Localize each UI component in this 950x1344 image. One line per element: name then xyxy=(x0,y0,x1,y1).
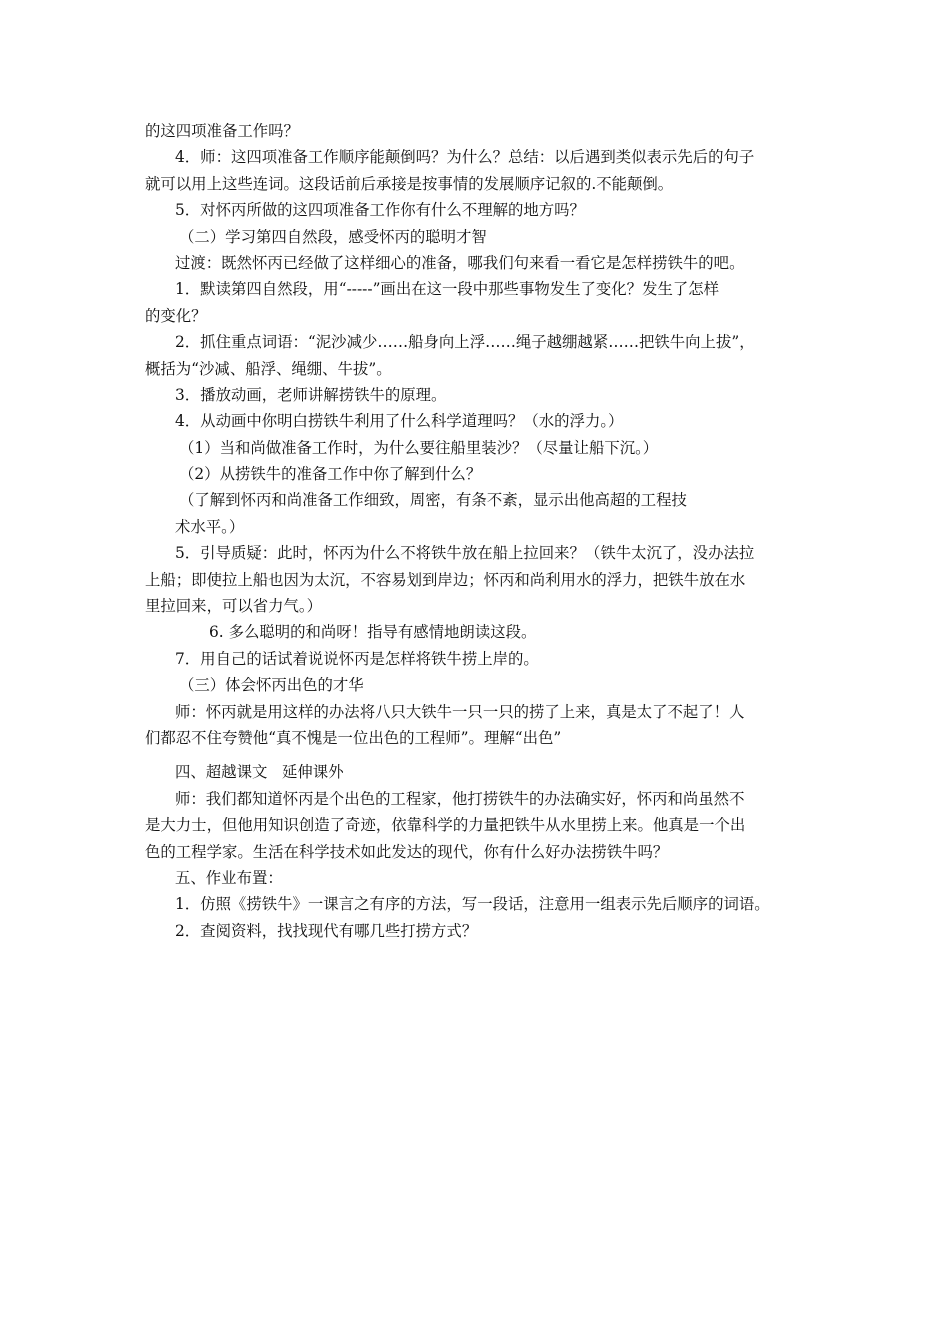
document-body xyxy=(145,118,817,944)
text-line: 术水平。） xyxy=(175,517,245,536)
text-line: 4．师：这四项准备工作顺序能颠倒吗？为什么？总结：以后遇到类似表示先后的句子 xyxy=(175,148,755,167)
text-line: （2）从捞铁牛的准备工作中你了解到什么？ xyxy=(179,465,482,484)
text-line: 就可以用上这些连词。这段话前后承接是按事情的发展顺序记叙的.不能颠倒。 xyxy=(145,174,674,193)
text-line: 1．仿照《捞铁牛》一课言之有序的方法，写一段话，注意用一组表示先后顺序的词语。 xyxy=(175,895,770,914)
text-line: 上船；即使拉上船也因为太沉，不容易划到岸边；怀丙和尚利用水的浮力，把铁牛放在水 xyxy=(145,570,746,589)
text-line: 1．默读第四自然段，用“-----”画出在这一段中那些事物发生了变化？发生了怎样 xyxy=(175,280,720,299)
text-line: 里拉回来，可以省力气。） xyxy=(145,597,322,616)
text-line: 的变化？ xyxy=(145,306,207,325)
text-line: （了解到怀丙和尚准备工作细致，周密，有条不紊，显示出他高超的工程技 xyxy=(179,491,687,510)
text-line: 2．抓住重点词语：“泥沙减少……船身向上浮……绳子越绷越紧……把铁牛向上拔”， xyxy=(175,333,755,352)
text-line: 5．对怀丙所做的这四项准备工作你有什么不理解的地方吗？ xyxy=(175,201,585,220)
section-heading: 四、超越课文 延伸课外 xyxy=(175,763,344,782)
text-line: （1）当和尚做准备工作时，为什么要往船里装沙？（尽量让船下沉。） xyxy=(179,438,659,457)
text-line: 色的工程学家。生活在科学技术如此发达的现代，你有什么好办法捞铁牛吗？ xyxy=(145,842,669,861)
text-line: 师：怀丙就是用这样的办法将八只大铁牛一只一只的捞了上来，真是太了不起了！人 xyxy=(175,702,745,721)
text-line: 5．引导质疑：此时，怀丙为什么不将铁牛放在船上拉回来？（铁牛太沉了，没办法拉 xyxy=(175,544,755,563)
text-line: 3．播放动画，老师讲解捞铁牛的原理。 xyxy=(175,385,447,404)
text-line: 师：我们都知道怀丙是个出色的工程家，他打捞铁牛的办法确实好，怀丙和尚虽然不 xyxy=(175,789,745,808)
section-heading: （三）体会怀丙出色的才华 xyxy=(179,676,364,695)
text-line: 是大力士，但他用知识创造了奇迹，依靠科学的力量把铁牛从水里捞上来。他真是一个出 xyxy=(145,816,746,835)
text-line: 的这四项准备工作吗？ xyxy=(145,122,299,140)
text-line: 6. 多么聪明的和尚呀！指导有感情地朗读这段。 xyxy=(209,623,537,642)
paragraph-gap xyxy=(145,751,817,759)
text-line: 4．从动画中你明白捞铁牛利用了什么科学道理吗？（水的浮力。） xyxy=(175,412,624,431)
text-line: 们都忍不住夸赞他“真不愧是一位出色的工程师”。理解“出色” xyxy=(145,728,562,747)
text-line: 过渡：既然怀丙已经做了这样细心的准备，哪我们句来看一看它是怎样捞铁牛的吧。 xyxy=(175,253,745,272)
text-line: 7．用自己的话试着说说怀丙是怎样将铁牛捞上岸的。 xyxy=(175,649,539,668)
section-heading: （二）学习第四自然段，感受怀丙的聪明才智 xyxy=(179,227,487,246)
section-heading: 五、作业布置： xyxy=(175,868,283,887)
text-line: 2．查阅资料，找找现代有哪几些打捞方式？ xyxy=(175,921,478,940)
text-line: 概括为“沙减、船浮、绳绷、牛拔”。 xyxy=(145,359,392,378)
